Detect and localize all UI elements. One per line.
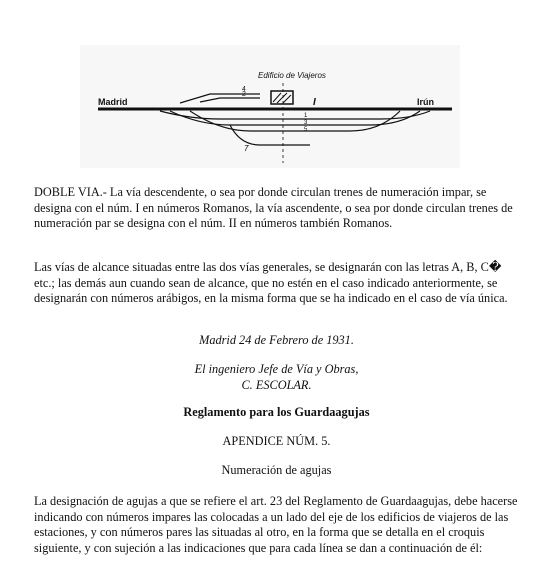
signature-name: C. ESCOLAR. xyxy=(241,377,312,392)
station-right: Irún xyxy=(417,97,434,107)
paragraph-agujas: La designación de agujas a que se refiere el art. 23 del Reglamento de Guardaagujas, debe hacerse indicando con números impares las colocadas a un lado del eje de los edificios de viajeros de las estaciones, y con números pares las situadas al otro, en la forma que se detalla en el croquis siguiente, y con sujeción a las indicaciones que para cada línea se dan a continuación de él: xyxy=(34,494,518,555)
date-line: Madrid 24 de Febrero de 1931. xyxy=(199,333,354,347)
building-label: Edificio de Viajeros xyxy=(258,71,326,80)
track-number-2: 2 xyxy=(242,91,246,98)
track-number-4: 4 xyxy=(242,86,246,93)
track-number-1: 1 xyxy=(304,113,308,119)
track-diagram xyxy=(80,45,460,168)
track-number-5: 5 xyxy=(304,127,308,133)
signature-title: El ingeniero Jefe de Vía y Obras, xyxy=(194,362,359,376)
track-number-3: 3 xyxy=(304,120,308,126)
station-left: Madrid xyxy=(98,97,128,107)
paragraph-doble-via: DOBLE VIA.- La vía descendente, o sea por donde circulan trenes de numeración impar, se designa con el núm. I en números Romanos, la vía ascendente, o sea por donde circulan trenes de numeración par se designa con el núm. II en números también Romanos. xyxy=(34,185,513,231)
track-number-7: 7 xyxy=(244,144,249,153)
signature-block xyxy=(34,362,519,393)
appendix-title: APENDICE NÚM. 5. xyxy=(222,434,331,448)
track-main-label: I xyxy=(313,97,316,108)
subsection-title: Numeración de agujas xyxy=(221,463,332,477)
paragraph-vias-alcance: Las vías de alcance situadas entre las dos vías generales, se designarán con las letras A, B, C� etc.; las demás aun cuando sean de alcance, que no estén en el caso indicado anteriormente, se designarán con números arábigos, en la misma forma que se ha indicado en el caso de vía única. xyxy=(34,260,508,306)
section-title: Reglamento para los Guardaagujas xyxy=(183,405,370,419)
